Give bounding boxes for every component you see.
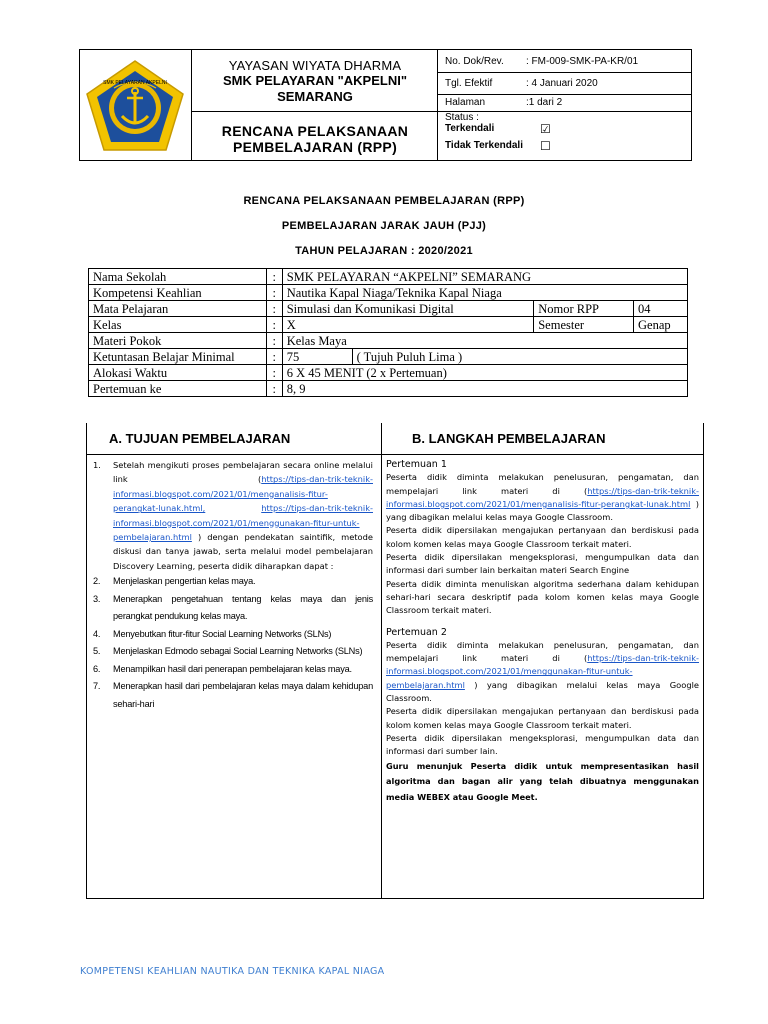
- list-number: 5.: [93, 646, 101, 657]
- divider: [191, 111, 437, 112]
- mapel-value: Simulasi dan Komunikasi Digital: [282, 301, 534, 317]
- table-row: [89, 349, 688, 365]
- status-label: Status :: [445, 112, 479, 123]
- colon: :: [266, 349, 282, 365]
- materi-link-1[interactable]: https://tips-dan-trik-teknik-informasi.blogspot.com/2021/01/menganalisis-fitur-perangkat-lunak.html,: [113, 474, 373, 514]
- row-label: Pertemuan ke: [89, 381, 267, 397]
- divider: [191, 50, 192, 160]
- row-label: Alokasi Waktu: [89, 365, 267, 381]
- materi-link-2[interactable]: https://tips-dan-trik-teknik-informasi.blogspot.com/2021/01/menggunakan-fitur-untuk-pembelajaran.html: [113, 503, 373, 543]
- nomor-rpp-label: Nomor RPP: [534, 301, 634, 317]
- alokasi-value: 6 X 45 MENIT (2 x Pertemuan): [282, 365, 687, 381]
- table-row: [89, 365, 688, 381]
- colon: :: [266, 269, 282, 285]
- colon: :: [266, 317, 282, 333]
- tgl-efektif-label: Tgl. Efektif: [445, 78, 493, 89]
- list-item: [87, 573, 381, 591]
- terkendali-label: Terkendali: [445, 123, 495, 134]
- semester-label: Semester: [534, 317, 634, 333]
- list-text: Menerapkan hasil dari pembelajaran kelas maya dalam kehidupan sehari-hari: [113, 681, 373, 709]
- colon: :: [266, 301, 282, 317]
- row-label: Mata Pelajaran: [89, 301, 267, 317]
- p2-step-2: Peserta didik dipersilakan mengajukan pertanyaan dan berdiskusi pada kolom komen kelas maya Google Classroom terkait materi.: [386, 706, 699, 730]
- list-item: [87, 591, 381, 626]
- page-footer: KOMPETENSI KEAHLIAN NAUTIKA DAN TEKNIKA KAPAL NIAGA: [80, 966, 385, 977]
- colon: :: [266, 365, 282, 381]
- table-row: [89, 333, 688, 349]
- list-item: [87, 626, 381, 644]
- list-number: 3.: [93, 593, 101, 604]
- list-item: 1. Setelah mengikuti proses pembelajaran secara online melalui link (https://tips-dan-trik-teknik-informasi.blogspot.com/2021/01/menganalisis-fitur-perangkat-lunak.html, https://tips-dan-trik-teknik-informasi.blogspot.com/2021/01/menggunakan-fitur-untuk-pembelajaran.html ) dengan pendekatan saintifik, metode diskusi dan tanya jawab, serta melalui model pembelajaran Discovery Learning, peserta didik diharapkan dapat :: [93, 460, 374, 571]
- pertemuan-1-title: Pertemuan 1: [386, 459, 447, 470]
- nama-sekolah-value: SMK PELAYARAN “AKPELNI” SEMARANG: [282, 269, 687, 285]
- langkah-content: [386, 458, 699, 805]
- title-pjj: PEMBELAJARAN JARAK JAUH (PJJ): [281, 220, 487, 232]
- list-text: Menerapkan pengetahuan tentang kelas maya dan jenis perangkat pendukung kelas maya.: [113, 593, 373, 622]
- p1-step-4: Peserta didik diminta menuliskan algoritma sederhana dalam kehidupan sehari-hari secara deskriptif pada kolom komen kelas maya Google Classroom terkait materi.: [386, 578, 699, 616]
- semester-value: Genap: [634, 317, 688, 333]
- divider: [437, 72, 691, 73]
- section-b-heading: B. LANGKAH PEMBELAJARAN: [412, 431, 606, 446]
- list-text: Menjelaskan pengertian kelas maya.: [113, 576, 256, 587]
- p2-step-4: Guru menunjuk Peserta didik untuk mempresentasikan hasil algoritma dan bagan alir yang telah dibuatnya menggunakan media WEBEX atau Google Meet.: [386, 760, 699, 802]
- p2-step-3: Peserta didik dipersilakan mengeksplorasi, mengumpulkan data dan informasi dari sumber lain.: [386, 732, 699, 757]
- list-item: [87, 661, 381, 679]
- kkm-value: 75: [282, 349, 352, 365]
- document-title: RENCANA PELAKSANAAN PEMBELAJARAN (RPP): [221, 123, 409, 155]
- title-rpp: RENCANA PELAKSANAAN PEMBELAJARAN (RPP): [243, 195, 525, 207]
- terkendali-checkbox-icon: ☑: [540, 122, 551, 136]
- colon: :: [266, 285, 282, 301]
- table-row: [89, 269, 688, 285]
- tidak-terkendali-checkbox-icon: ☐: [540, 139, 551, 153]
- no-dok-label: No. Dok/Rev.: [445, 56, 504, 67]
- row-label: Nama Sekolah: [89, 269, 267, 285]
- p1-materi-link[interactable]: https://tips-dan-trik-teknik-informasi.blogspot.com/2021/01/menganalisis-fitur-perangkat-lunak.html: [386, 485, 699, 509]
- table-row: [89, 301, 688, 317]
- row-label: Ketuntasan Belajar Minimal: [89, 349, 267, 365]
- p1-step-2: Peserta didik dipersilakan mengajukan pertanyaan dan berdiskusi pada kolom komen kelas maya Google Classroom terkait materi.: [386, 525, 699, 549]
- p2-materi-link[interactable]: https://tips-dan-trik-teknik-informasi.blogspot.com/2021/01/menggunakan-fitur-untuk-pembelajaran.html: [386, 653, 699, 690]
- tujuan-items: [87, 573, 381, 713]
- kompetensi-value: Nautika Kapal Niaga/Teknika Kapal Niaga: [282, 285, 687, 301]
- list-number: 2.: [93, 576, 101, 587]
- table-row: [89, 317, 688, 333]
- kelas-value: X: [282, 317, 534, 333]
- nomor-rpp-value: 04: [634, 301, 688, 317]
- materi-value: Kelas Maya: [282, 333, 687, 349]
- colon: :: [266, 381, 282, 397]
- colon: :: [266, 333, 282, 349]
- table-row: [89, 381, 688, 397]
- row-label: Kompetensi Keahlian: [89, 285, 267, 301]
- pertemuan-2-title: Pertemuan 2: [386, 626, 447, 638]
- list-text: Menyebutkan fitur-fitur Social Learning Networks (SLNs): [113, 628, 332, 639]
- list-item: [87, 678, 381, 713]
- no-dok-value: : FM-009-SMK-PA-KR/01: [526, 56, 639, 67]
- heading-divider: [87, 454, 703, 455]
- p1-step-3: Peserta didik dipersilakan mengeksplorasi, mengumpulkan data dan informasi dari sumber lain berkaitan materi Search Engine: [386, 552, 699, 576]
- row-label: Kelas: [89, 317, 267, 333]
- school-name: SMK PELAYARAN "AKPELNI" SEMARANG: [222, 73, 407, 104]
- list-text: Menampilkan hasil dari penerapan pembelajaran kelas maya.: [113, 663, 352, 674]
- info-table: [88, 268, 688, 397]
- halaman-value: :1 dari 2: [526, 97, 563, 108]
- halaman-label: Halaman: [445, 97, 486, 108]
- tidak-terkendali-label: Tidak Terkendali: [445, 140, 523, 151]
- document-header: [79, 49, 692, 161]
- list-text: Menjelaskan Edmodo sebagai Social Learning Networks (SLNs): [113, 646, 363, 657]
- logo-text: SMK PELAYARAN AKPELNI: [103, 80, 167, 86]
- title-tahun: TAHUN PELAJARAN : 2020/2021: [295, 245, 473, 257]
- school-logo: [84, 58, 187, 154]
- divider: [437, 94, 691, 95]
- foundation-name: YAYASAN WIYATA DHARMA: [228, 58, 402, 73]
- tujuan-list: [87, 458, 381, 713]
- list-item: [87, 643, 381, 661]
- p1-step-1: Peserta didik diminta melakukan penelusuran, pengamatan, dan mempelajari link materi di (https://tips-dan-trik-teknik-informasi.blogspot.com/2021/01/menganalisis-fitur-perangkat-lunak.html ) yang dibagikan melalui kelas maya Google Classroom.: [386, 472, 699, 523]
- list-number: 4.: [93, 628, 101, 639]
- column-divider: [381, 423, 382, 898]
- pertemuan-value: 8, 9: [282, 381, 687, 397]
- p2-step-1: Peserta didik diminta melakukan penelusuran, pengamatan, dan mempelajari link materi di (https://tips-dan-trik-teknik-informasi.blogspot.com/2021/01/menggunakan-fitur-untuk-pembelajaran.html ) yang dibagikan melalui kelas maya Google Classroom.: [386, 639, 699, 704]
- list-number: 7.: [93, 681, 101, 692]
- list-number: 6.: [93, 663, 101, 674]
- table-row: [89, 285, 688, 301]
- section-a-heading: A. TUJUAN PEMBELAJARAN: [109, 431, 291, 446]
- kkm-text: ( Tujuh Puluh Lima ): [352, 349, 687, 365]
- learning-body: [86, 423, 704, 899]
- tgl-efektif-value: : 4 Januari 2020: [526, 78, 598, 89]
- divider: [437, 50, 438, 160]
- row-label: Materi Pokok: [89, 333, 267, 349]
